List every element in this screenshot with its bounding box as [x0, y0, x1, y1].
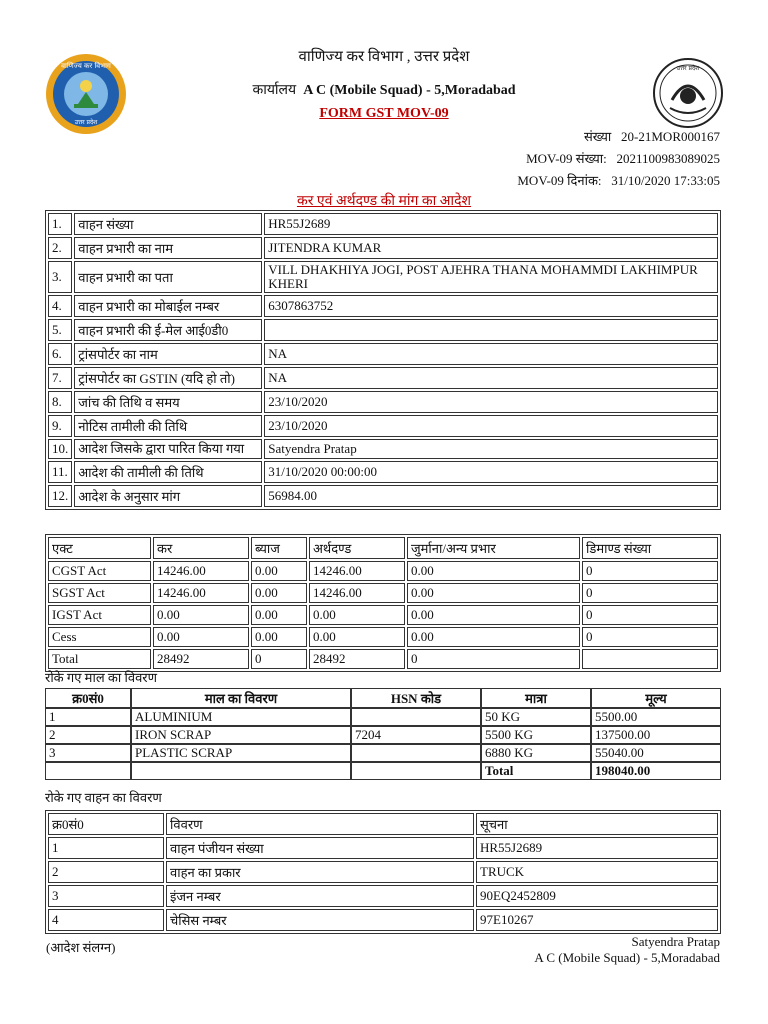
row-value: NA — [264, 343, 718, 365]
meta-mov-date-value: 31/10/2020 17:33:05 — [611, 173, 720, 188]
cell: 6880 KG — [481, 744, 591, 762]
cell: 0.00 — [407, 627, 580, 647]
row-label: आदेश की तामीली की तिथि — [74, 461, 262, 483]
table-row — [48, 415, 718, 437]
table-row — [45, 744, 721, 762]
table-header-row — [48, 813, 718, 835]
cell: 3 — [45, 744, 131, 762]
column-header: क्र0सं0 — [45, 688, 131, 708]
meta-number — [584, 126, 720, 148]
column-header: एक्ट — [48, 537, 151, 559]
table-row — [48, 237, 718, 259]
table-header-row — [45, 688, 721, 708]
svg-text:उत्तर प्रदेश: उत्तर प्रदेश — [676, 65, 700, 72]
table-row — [48, 605, 718, 625]
table-row — [48, 295, 718, 317]
row-label: जांच की तिथि व समय — [74, 391, 262, 413]
cell: 0.00 — [251, 583, 307, 603]
meta-mov-number-label: MOV-09 संख्या: — [526, 151, 607, 166]
cell: 0 — [582, 583, 718, 603]
cell: वाहन पंजीयन संख्या — [166, 837, 474, 859]
row-label: वाहन प्रभारी का नाम — [74, 237, 262, 259]
office-label: कार्यालय — [252, 83, 297, 98]
cell: 0 — [582, 561, 718, 581]
cell: 0 — [251, 649, 307, 669]
cell: 50 KG — [481, 708, 591, 726]
cell: 55040.00 — [591, 744, 721, 762]
cell: 4 — [48, 909, 164, 931]
signatory-block — [534, 934, 720, 966]
tax-table — [45, 534, 721, 672]
column-header: विवरण — [166, 813, 474, 835]
row-number: 5. — [48, 319, 72, 341]
row-value: 6307863752 — [264, 295, 718, 317]
goods-section-label: रोके गए माल का विवरण — [45, 670, 158, 685]
details-table — [45, 210, 721, 510]
meta-mov-number — [526, 148, 720, 170]
table-row — [48, 485, 718, 507]
form-title: FORM GST MOV-09 — [319, 106, 449, 121]
row-value: 23/10/2020 — [264, 391, 718, 413]
table-row — [45, 726, 721, 744]
cell: 28492 — [309, 649, 405, 669]
meta-number-label: संख्या — [583, 129, 612, 144]
column-header: अर्थदण्ड — [309, 537, 405, 559]
enclosure-note: (आदेश संलग्न) — [46, 940, 116, 955]
signatory-name: Satyendra Pratap — [631, 934, 720, 949]
cell: 0 — [407, 649, 580, 669]
row-label: वाहन प्रभारी का मोबाईल नम्बर — [74, 295, 262, 317]
cell: 14246.00 — [309, 583, 405, 603]
row-number: 11. — [48, 461, 72, 483]
signatory-office: A C (Mobile Squad) - 5,Moradabad — [534, 950, 720, 965]
table-row — [48, 261, 718, 293]
row-value: JITENDRA KUMAR — [264, 237, 718, 259]
row-number: 10. — [48, 439, 72, 459]
table-row — [48, 461, 718, 483]
cell: 0.00 — [309, 605, 405, 625]
cell: 0.00 — [153, 605, 249, 625]
row-number: 4. — [48, 295, 72, 317]
cell: PLASTIC SCRAP — [131, 744, 351, 762]
cell: 1 — [45, 708, 131, 726]
cell: 0.00 — [309, 627, 405, 647]
row-number: 3. — [48, 261, 72, 293]
column-header: जुर्माना/अन्य प्रभार — [407, 537, 580, 559]
vehicle-table — [45, 810, 721, 934]
cell: 5500.00 — [591, 708, 721, 726]
meta-mov-number-value: 2021100983089025 — [616, 151, 720, 166]
table-total-row — [45, 762, 721, 780]
cell: 7204 — [351, 726, 481, 744]
cell — [351, 708, 481, 726]
cell: 28492 — [153, 649, 249, 669]
row-number: 2. — [48, 237, 72, 259]
svg-text:वाणिज्य कर विभाग: वाणिज्य कर विभाग — [61, 62, 111, 70]
row-label: नोटिस तामीली की तिथि — [74, 415, 262, 437]
table-row — [48, 343, 718, 365]
row-number: 6. — [48, 343, 72, 365]
row-value: Satyendra Pratap — [264, 439, 718, 459]
cell: TRUCK — [476, 861, 718, 883]
row-label: आदेश जिसके द्वारा पारित किया गया — [74, 439, 262, 459]
column-header: मात्रा — [481, 688, 591, 708]
row-label: वाहन संख्या — [74, 213, 262, 235]
table-row — [45, 708, 721, 726]
row-label: आदेश के अनुसार मांग — [74, 485, 262, 507]
table-row — [48, 561, 718, 581]
table-row — [48, 367, 718, 389]
cell: 0.00 — [251, 627, 307, 647]
column-header: कर — [153, 537, 249, 559]
cell: 0 — [582, 627, 718, 647]
table-row — [48, 837, 718, 859]
goods-table — [45, 688, 721, 780]
table-row — [48, 885, 718, 907]
cell: 0.00 — [407, 561, 580, 581]
cell — [131, 762, 351, 780]
table-row — [48, 861, 718, 883]
row-value: HR55J2689 — [264, 213, 718, 235]
row-value: VILL DHAKHIYA JOGI, POST AJEHRA THANA MOHAMMDI LAKHIMPUR KHERI — [264, 261, 718, 293]
table-row — [48, 649, 718, 669]
order-title: कर एवं अर्थदण्ड की मांग का आदेश — [296, 194, 472, 209]
column-header: माल का विवरण — [131, 688, 351, 708]
cell: 0.00 — [251, 605, 307, 625]
row-label: वाहन प्रभारी की ई-मेल आई0डी0 — [74, 319, 262, 341]
column-header: मूल्य — [591, 688, 721, 708]
table-header-row — [48, 537, 718, 559]
meta-mov-date-label: MOV-09 दिनांक: — [517, 173, 602, 188]
meta-number-value: 20-21MOR000167 — [621, 129, 720, 144]
office-line — [0, 80, 768, 99]
cell: इंजन नम्बर — [166, 885, 474, 907]
cell: IRON SCRAP — [131, 726, 351, 744]
cell: वाहन का प्रकार — [166, 861, 474, 883]
cell: IGST Act — [48, 605, 151, 625]
cell: SGST Act — [48, 583, 151, 603]
row-number: 9. — [48, 415, 72, 437]
cell: 137500.00 — [591, 726, 721, 744]
row-label: ट्रांसपोर्टर का नाम — [74, 343, 262, 365]
table-row — [48, 583, 718, 603]
table-row — [48, 391, 718, 413]
cell: 97E10267 — [476, 909, 718, 931]
row-number: 1. — [48, 213, 72, 235]
column-header: डिमाण्ड संख्या — [582, 537, 718, 559]
cell: Cess — [48, 627, 151, 647]
total-value: 198040.00 — [591, 762, 721, 780]
cell: 0 — [582, 605, 718, 625]
cell: HR55J2689 — [476, 837, 718, 859]
column-header: HSN कोड — [351, 688, 481, 708]
total-label: Total — [481, 762, 591, 780]
cell: 5500 KG — [481, 726, 591, 744]
column-header: ब्याज — [251, 537, 307, 559]
column-header: सूचना — [476, 813, 718, 835]
row-value: 23/10/2020 — [264, 415, 718, 437]
office-name: A C (Mobile Squad) - 5,Moradabad — [303, 83, 516, 98]
cell: 0.00 — [407, 583, 580, 603]
cell: 2 — [48, 861, 164, 883]
row-label: वाहन प्रभारी का पता — [74, 261, 262, 293]
cell: 2 — [45, 726, 131, 744]
vehicle-section-label: रोके गए वाहन का विवरण — [45, 790, 162, 805]
table-row — [48, 439, 718, 459]
cell: 90EQ2452809 — [476, 885, 718, 907]
meta-mov-date — [517, 170, 720, 192]
table-row — [48, 213, 718, 235]
cell: 14246.00 — [309, 561, 405, 581]
cell — [582, 649, 718, 669]
cell: 0.00 — [251, 561, 307, 581]
row-number: 7. — [48, 367, 72, 389]
cell: 1 — [48, 837, 164, 859]
cell: ALUMINIUM — [131, 708, 351, 726]
cell: चेसिस नम्बर — [166, 909, 474, 931]
row-label: ट्रांसपोर्टर का GSTIN (यदि हो तो) — [74, 367, 262, 389]
cell: 14246.00 — [153, 561, 249, 581]
cell — [351, 744, 481, 762]
row-value — [264, 319, 718, 341]
cell: CGST Act — [48, 561, 151, 581]
row-value: 56984.00 — [264, 485, 718, 507]
svg-text:उत्तर प्रदेश: उत्तर प्रदेश — [74, 119, 98, 126]
table-row — [48, 627, 718, 647]
cell: Total — [48, 649, 151, 669]
row-number: 12. — [48, 485, 72, 507]
cell — [351, 762, 481, 780]
table-row — [48, 909, 718, 931]
cell: 3 — [48, 885, 164, 907]
cell: 0.00 — [407, 605, 580, 625]
cell — [45, 762, 131, 780]
department-title: वाणिज्य कर विभाग , उत्तर प्रदेश — [298, 49, 470, 65]
column-header: क्र0सं0 — [48, 813, 164, 835]
row-value: 31/10/2020 00:00:00 — [264, 461, 718, 483]
cell: 14246.00 — [153, 583, 249, 603]
row-number: 8. — [48, 391, 72, 413]
row-value: NA — [264, 367, 718, 389]
table-row — [48, 319, 718, 341]
cell: 0.00 — [153, 627, 249, 647]
